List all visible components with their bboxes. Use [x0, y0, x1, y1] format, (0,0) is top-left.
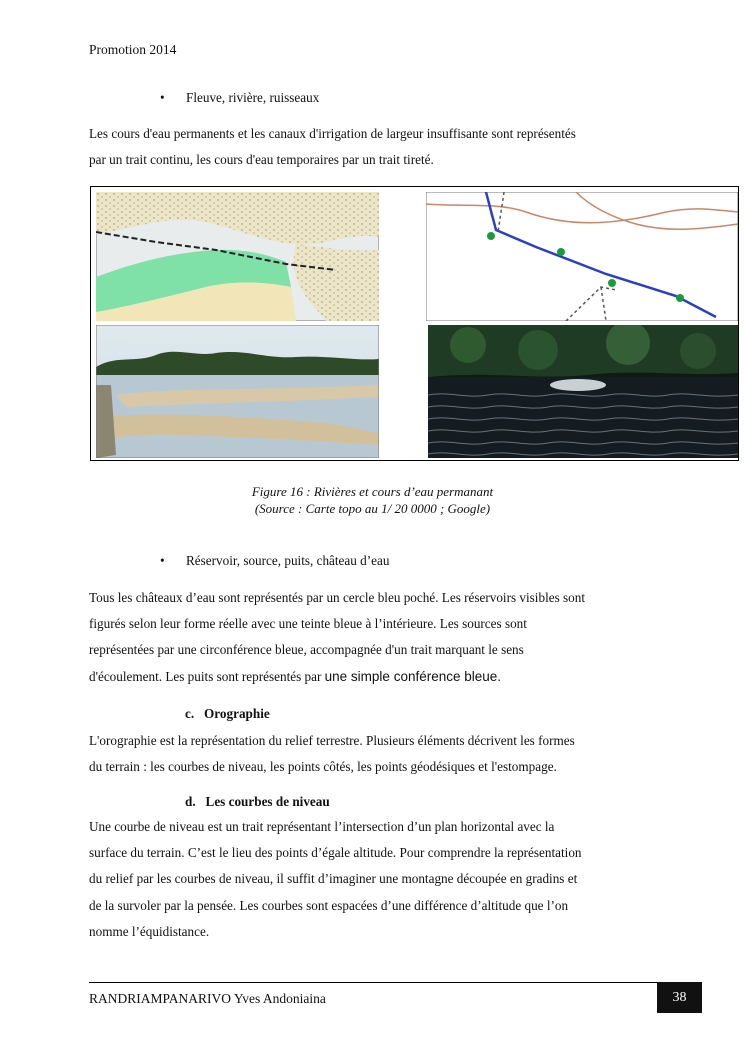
paragraph-courbes-niveau: [89, 814, 656, 945]
bullet-fleuve: [160, 90, 319, 106]
heading-letter: d.: [185, 794, 196, 809]
bullet-icon: •: [160, 553, 165, 568]
photo-river-sandbanks: [96, 325, 379, 458]
water-point: [676, 294, 684, 302]
paragraph-chateaux-eau: [89, 585, 656, 690]
text-line: Une courbe de niveau est un trait représentant l’intersection d’un plan horizontal avec la: [89, 819, 555, 834]
footer-divider: [89, 982, 657, 983]
text-run: d'écoulement. Les puits sont représentés par: [89, 668, 325, 684]
rock-foam: [550, 379, 606, 391]
heading-letter: c.: [185, 706, 195, 721]
text-line: représentées par une circonférence bleue, accompagnée d'un trait marquant le sens: [89, 642, 524, 658]
water-point: [608, 279, 616, 287]
caption-title: Figure 16 : Rivières et cours d’eau permanant: [251, 484, 494, 499]
text-line: [89, 664, 656, 690]
water-point: [487, 232, 495, 240]
paragraph-orographie: [89, 728, 656, 780]
text-line: par un trait continu, les cours d'eau temporaires par un trait tireté.: [89, 152, 434, 168]
heading-orographie: [185, 706, 270, 722]
heading-courbes-niveau: [185, 794, 330, 810]
bullet-icon: •: [160, 90, 165, 105]
figure-rivers: [90, 186, 739, 461]
text-line: Tous les châteaux d’eau sont représentés par un cercle bleu poché. Les réservoirs visibles sont: [89, 590, 585, 605]
paragraph-cours-eau: [89, 121, 656, 173]
text-line: figurés selon leur forme réelle avec une teinte bleue à l’intérieure. Les sources sont: [89, 616, 527, 632]
photo-dark-river: [428, 325, 738, 458]
caption-source: (Source : Carte topo au 1/ 20 0000 ; Google): [254, 501, 491, 516]
page-number: 38: [657, 982, 702, 1013]
bullet-label: Fleuve, rivière, ruisseaux: [186, 90, 320, 105]
text-line: nomme l’équidistance.: [89, 923, 210, 939]
text-line: de la survoler par la pensée. Les courbes sont espacées d’une différence d’altitude que l’on: [89, 897, 569, 913]
map-panel-sand: [96, 192, 379, 321]
water-point: [557, 248, 565, 256]
page-header: Promotion 2014: [89, 42, 177, 57]
text-line: du relief par les courbes de niveau, il suffit d’imaginer une montagne découpée en gradins et: [89, 871, 578, 887]
bullet-label: Réservoir, source, puits, château d’eau: [186, 553, 390, 568]
bullet-reservoir: [160, 553, 389, 569]
footer-author: RANDRIAMPANARIVO Yves Andoniaina: [89, 991, 326, 1006]
text-line: L'orographie est la représentation du relief terrestre. Plusieurs éléments décrivent les formes: [89, 733, 575, 748]
text-line: surface du terrain. C’est le lieu des points d’égale altitude. Pour comprendre la représentation: [89, 845, 582, 861]
text-run-sans: une simple conférence bleue.: [324, 668, 502, 684]
map-panel-river: [426, 192, 738, 321]
heading-title: Les courbes de niveau: [205, 794, 330, 809]
heading-title: Orographie: [204, 706, 270, 721]
text-line: du terrain : les courbes de niveau, les points côtés, les points géodésiques et l'estompage.: [89, 759, 557, 775]
text-line: Les cours d'eau permanents et les canaux d'irrigation de largeur insuffisante sont représentés: [89, 126, 576, 141]
figure-caption: [200, 483, 545, 517]
